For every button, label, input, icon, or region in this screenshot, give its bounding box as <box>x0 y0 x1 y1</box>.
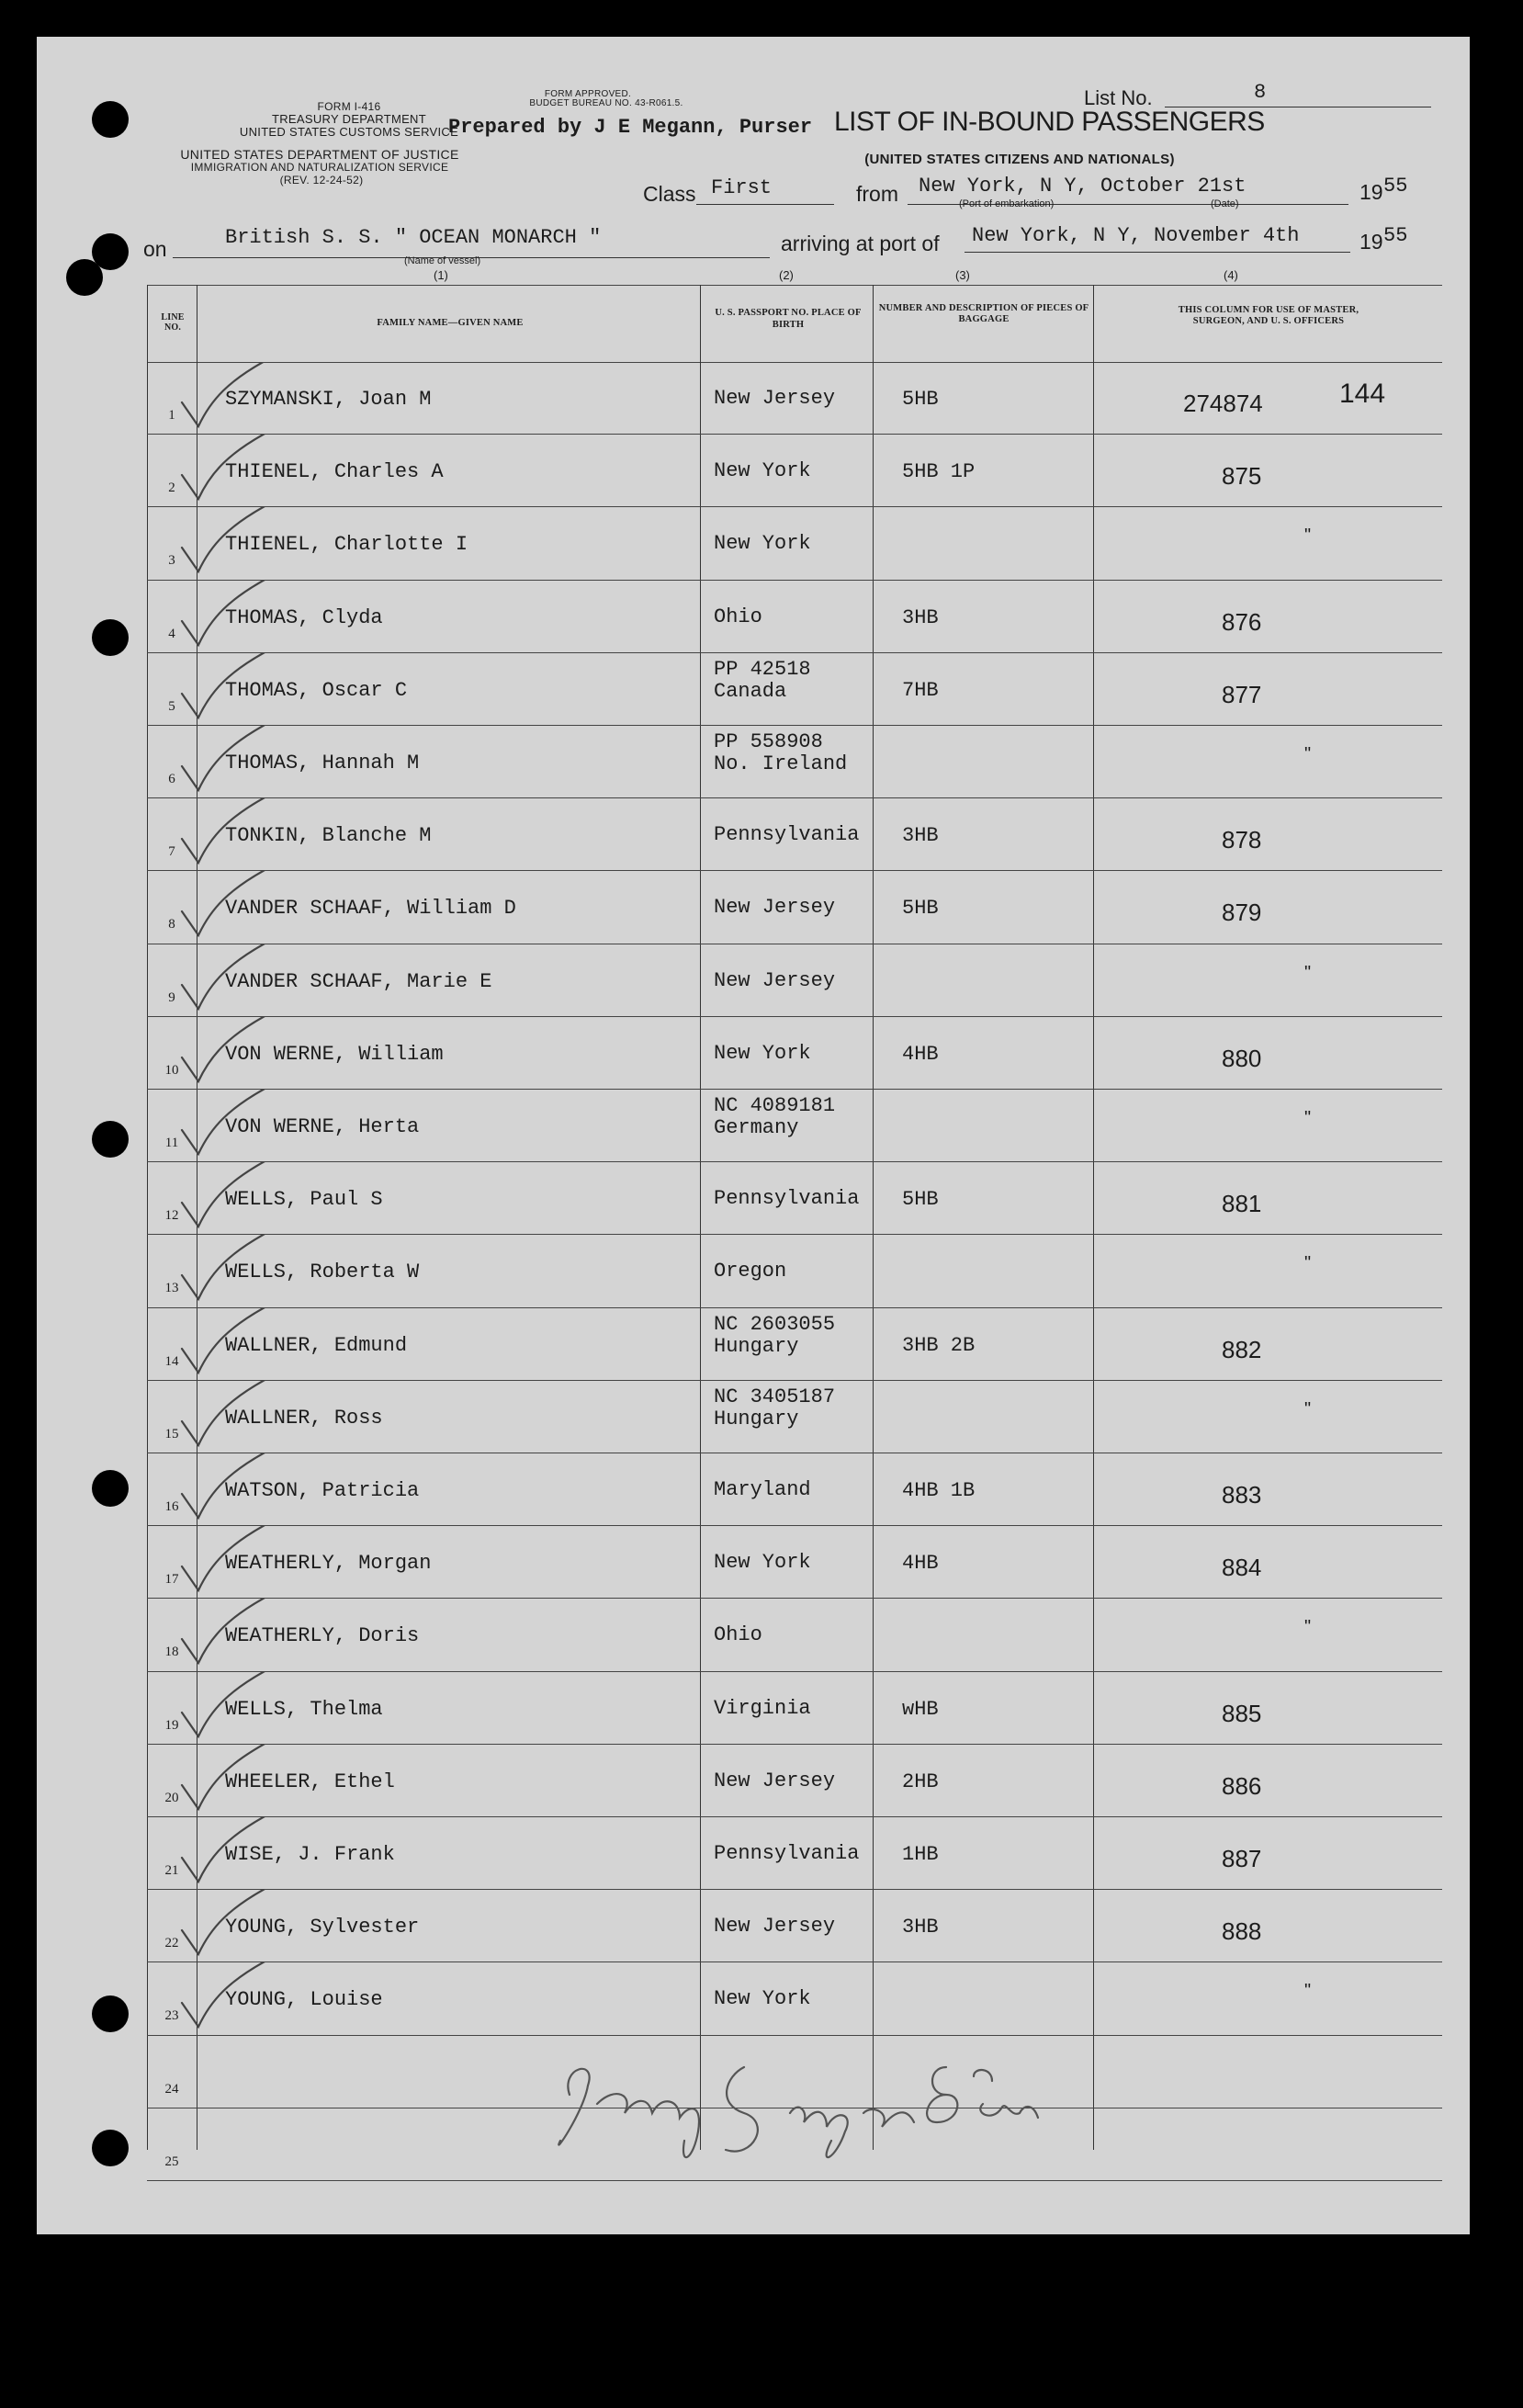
table-row <box>37 435 1470 507</box>
header-passport: U. S. PASSPORT NO. PLACE OF BIRTH <box>715 308 862 330</box>
officer-number: 274874 <box>1183 390 1263 417</box>
table-row <box>37 1308 1470 1381</box>
baggage: 5HB <box>902 897 939 921</box>
table-row <box>37 1672 1470 1745</box>
officer-number: 876 <box>1222 607 1262 636</box>
baggage: 1HB <box>902 1843 939 1866</box>
birth-place: New York <box>714 1987 811 2011</box>
punch-hole <box>66 259 103 296</box>
birth-place: Hungary <box>714 1407 799 1430</box>
birth-place: Pennsylvania <box>714 1187 860 1211</box>
punch-hole <box>92 1121 129 1158</box>
line-number: 7 <box>168 844 175 860</box>
col-num-4: (4) <box>1224 268 1238 282</box>
birth-place: New Jersey <box>714 1769 836 1792</box>
birth-place: No. Ireland <box>714 752 848 775</box>
arriving-label: arriving at port of <box>781 232 940 255</box>
baggage: wHB <box>902 1697 939 1721</box>
budget-label: BUDGET BUREAU NO. 43-R061.5. <box>529 98 683 108</box>
ditto-mark: " <box>1304 526 1312 547</box>
birth-place: New Jersey <box>714 387 836 410</box>
punch-hole <box>92 619 129 656</box>
table-row <box>37 944 1470 1017</box>
table-row <box>37 1817 1470 1890</box>
line-number: 2 <box>168 480 175 496</box>
birth-place: Canada <box>714 679 787 703</box>
passenger-name: WISE, J. Frank <box>225 1843 395 1866</box>
passenger-name: WELLS, Paul S <box>225 1188 383 1212</box>
line-number: 5 <box>168 698 175 714</box>
line-number: 8 <box>168 917 175 933</box>
birth-place: Pennsylvania <box>714 1842 860 1865</box>
passenger-name: WELLS, Roberta W <box>225 1261 420 1284</box>
birth-place: Oregon <box>714 1260 787 1283</box>
table-row <box>37 1526 1470 1599</box>
baggage: 4HB 1B <box>902 1479 976 1502</box>
officer-number: 880 <box>1222 1044 1262 1072</box>
passenger-name: THOMAS, Hannah M <box>225 752 420 774</box>
passport-number: NC 2603055 <box>714 1312 836 1336</box>
ditto-mark: " <box>1304 1398 1312 1419</box>
ditto-mark: " <box>1304 1617 1312 1638</box>
birth-place: New Jersey <box>714 896 836 920</box>
passenger-name: WATSON, Patricia <box>225 1479 420 1502</box>
passenger-name: YOUNG, Sylvester <box>225 1916 420 1939</box>
baggage: 3HB 2B <box>902 1333 976 1357</box>
vessel-caption: (Name of vessel) <box>404 255 481 266</box>
passenger-name: THOMAS, Oscar C <box>225 678 408 702</box>
birth-place: New York <box>714 459 811 483</box>
col-num-3: (3) <box>955 268 970 282</box>
birth-place: Maryland <box>714 1478 811 1501</box>
baggage: 2HB <box>902 1769 939 1793</box>
year-prefix: 19 <box>1359 180 1383 204</box>
ditto-mark: " <box>1304 744 1312 764</box>
passport-number: PP 558908 <box>714 730 823 753</box>
line-number: 6 <box>168 772 175 786</box>
baggage: 4HB <box>902 1042 939 1066</box>
line-number: 13 <box>164 1281 179 1296</box>
birth-place: Germany <box>714 1116 799 1139</box>
line-number: 9 <box>168 989 175 1005</box>
ins-label: IMMIGRATION AND NATURALIZATION SERVICE <box>190 161 449 174</box>
birth-place: Hungary <box>714 1334 799 1358</box>
line-number: 4 <box>168 626 175 641</box>
line-number: 23 <box>164 2008 179 2024</box>
punch-hole <box>92 2130 129 2166</box>
officer-number: 884 <box>1222 1554 1262 1582</box>
arrival-port: New York, N Y, November 4th <box>972 224 1300 247</box>
officer-number: 888 <box>1222 1917 1262 1946</box>
passenger-name: WELLS, Thelma <box>225 1697 383 1721</box>
form-number: FORM I-416 <box>317 100 381 113</box>
table-row <box>37 1235 1470 1307</box>
vessel-name: British S. S. " OCEAN MONARCH " <box>225 226 602 249</box>
birth-place: New York <box>714 1041 811 1065</box>
year: 55 <box>1383 175 1408 198</box>
passenger-name: THIENEL, Charles A <box>225 460 444 484</box>
passenger-name: VON WERNE, Herta <box>225 1115 420 1138</box>
passenger-name: VANDER SCHAAF, Marie E <box>225 969 492 993</box>
passport-number: PP 42518 <box>714 657 811 681</box>
baggage: 3HB <box>902 605 939 629</box>
table-row <box>37 653 1470 726</box>
birth-place: Ohio <box>714 605 762 628</box>
officer-number: 886 <box>1222 1771 1262 1800</box>
arrival-year: 55 <box>1383 224 1408 247</box>
officer-number: 881 <box>1222 1190 1262 1218</box>
table-row <box>37 1381 1470 1453</box>
birth-place: New Jersey <box>714 1915 836 1939</box>
passenger-name: WHEELER, Ethel <box>225 1769 395 1793</box>
line-number: 17 <box>164 1572 179 1588</box>
header-baggage: NUMBER AND DESCRIPTION OF PIECES OF BAGGAGE <box>878 303 1089 324</box>
class-label: Class <box>643 182 696 206</box>
birth-place: New York <box>714 532 811 556</box>
list-no: 8 <box>1254 81 1267 104</box>
customs-label: UNITED STATES CUSTOMS SERVICE <box>239 125 459 139</box>
col-num-2: (2) <box>779 268 794 282</box>
passenger-name: TONKIN, Blanche M <box>225 824 432 848</box>
passenger-name: VANDER SCHAAF, William D <box>225 897 516 921</box>
date-caption: (Date) <box>1211 198 1239 209</box>
birth-place: Ohio <box>714 1623 762 1647</box>
table-row <box>37 726 1470 798</box>
line-number: 24 <box>164 2081 179 2097</box>
line-number: 16 <box>164 1499 179 1514</box>
table-row <box>37 1162 1470 1235</box>
line-number: 18 <box>164 1645 179 1660</box>
officer-number: 878 <box>1222 826 1262 854</box>
margin-note: 144 <box>1339 379 1386 409</box>
table-row <box>37 581 1470 653</box>
from-label: from <box>856 182 898 206</box>
officer-number: 877 <box>1222 680 1262 708</box>
on-label: on <box>143 237 167 261</box>
passenger-name: THOMAS, Clyda <box>225 605 383 629</box>
table-row <box>37 1017 1470 1090</box>
manifest-sheet <box>37 37 1470 2234</box>
table-row <box>37 362 1470 435</box>
col-num-1: (1) <box>434 268 448 282</box>
line-number: 10 <box>164 1062 179 1078</box>
line-number: 22 <box>164 1936 179 1951</box>
birth-place: New York <box>714 1551 811 1575</box>
justice-label: UNITED STATES DEPARTMENT OF JUSTICE <box>180 147 459 162</box>
rev-label: (REV. 12-24-52) <box>279 174 364 187</box>
ditto-mark: " <box>1304 1253 1312 1274</box>
officer-number: 883 <box>1222 1481 1262 1509</box>
header-officers: THIS COLUMN FOR USE OF MASTER, SURGEON, AND U. S. OFFICERS <box>1178 305 1359 326</box>
passenger-name: VON WERNE, William <box>225 1042 444 1066</box>
port-caption: (Port of embarkation) <box>959 198 1055 209</box>
prepared-by: Prepared by J E Megann, Purser <box>448 116 813 139</box>
line-number: 20 <box>164 1790 179 1805</box>
punch-hole <box>92 1995 129 2032</box>
table-row <box>37 1745 1470 1817</box>
line-number: 19 <box>164 1717 179 1733</box>
table-row <box>37 1453 1470 1526</box>
line-number: 14 <box>164 1353 179 1369</box>
birth-place: Virginia <box>714 1696 811 1720</box>
arrival-year-prefix: 19 <box>1359 230 1383 254</box>
header-line-no: LINE NO. <box>161 312 185 333</box>
table-row <box>37 871 1470 944</box>
line-number: 25 <box>164 2154 179 2169</box>
ditto-mark: " <box>1304 1108 1312 1128</box>
table-row <box>37 1090 1470 1162</box>
header-name: FAMILY NAME—GIVEN NAME <box>377 318 524 328</box>
passenger-name: YOUNG, Louise <box>225 1988 383 2012</box>
passenger-name: WEATHERLY, Doris <box>225 1624 420 1648</box>
baggage: 5HB 1P <box>902 460 976 484</box>
manifest-subtitle: (UNITED STATES CITIZENS AND NATIONALS) <box>864 152 1175 167</box>
officer-number: 885 <box>1222 1699 1262 1727</box>
baggage: 4HB <box>902 1552 939 1576</box>
line-number: 15 <box>164 1426 179 1441</box>
approved-label: FORM APPROVED. <box>544 89 632 99</box>
birth-place: New Jersey <box>714 968 836 992</box>
passenger-name: WALLNER, Edmund <box>225 1333 408 1357</box>
line-number: 1 <box>168 408 175 423</box>
ditto-mark: " <box>1304 962 1312 983</box>
line-number: 21 <box>164 1863 179 1878</box>
ditto-mark: " <box>1304 1981 1312 2002</box>
birth-place: Pennsylvania <box>714 823 860 847</box>
passenger-name: WEATHERLY, Morgan <box>225 1552 432 1576</box>
manifest-title: LIST OF IN-BOUND PASSENGERS <box>834 107 1265 137</box>
baggage: 5HB <box>902 1188 939 1212</box>
officer-number: 879 <box>1222 899 1262 927</box>
table-row <box>37 798 1470 871</box>
baggage: 5HB <box>902 388 939 411</box>
line-number: 11 <box>164 1136 179 1150</box>
baggage: 3HB <box>902 824 939 848</box>
punch-hole <box>92 1470 129 1507</box>
from-value: New York, N Y, October 21st <box>919 175 1247 198</box>
baggage: 3HB <box>902 1916 939 1939</box>
list-no-label: List No. <box>1084 86 1153 109</box>
table-row <box>37 507 1470 580</box>
passport-number: NC 3405187 <box>714 1385 836 1408</box>
line-number: 3 <box>168 553 175 569</box>
line-number: 12 <box>164 1208 179 1224</box>
passport-number: NC 4089181 <box>714 1094 836 1117</box>
table-row <box>37 1599 1470 1671</box>
officer-number: 875 <box>1222 462 1262 491</box>
passenger-name: THIENEL, Charlotte I <box>225 533 468 557</box>
inspector-signature <box>496 2012 1084 2177</box>
treasury-label: TREASURY DEPARTMENT <box>272 112 426 126</box>
officer-number: 887 <box>1222 1845 1262 1872</box>
passenger-name: SZYMANSKI, Joan M <box>225 388 432 411</box>
passenger-name: WALLNER, Ross <box>225 1406 383 1430</box>
punch-hole <box>92 101 129 138</box>
table-row <box>37 1890 1470 1962</box>
officer-number: 882 <box>1222 1335 1262 1363</box>
baggage: 7HB <box>902 678 939 702</box>
class-value: First <box>711 176 773 199</box>
